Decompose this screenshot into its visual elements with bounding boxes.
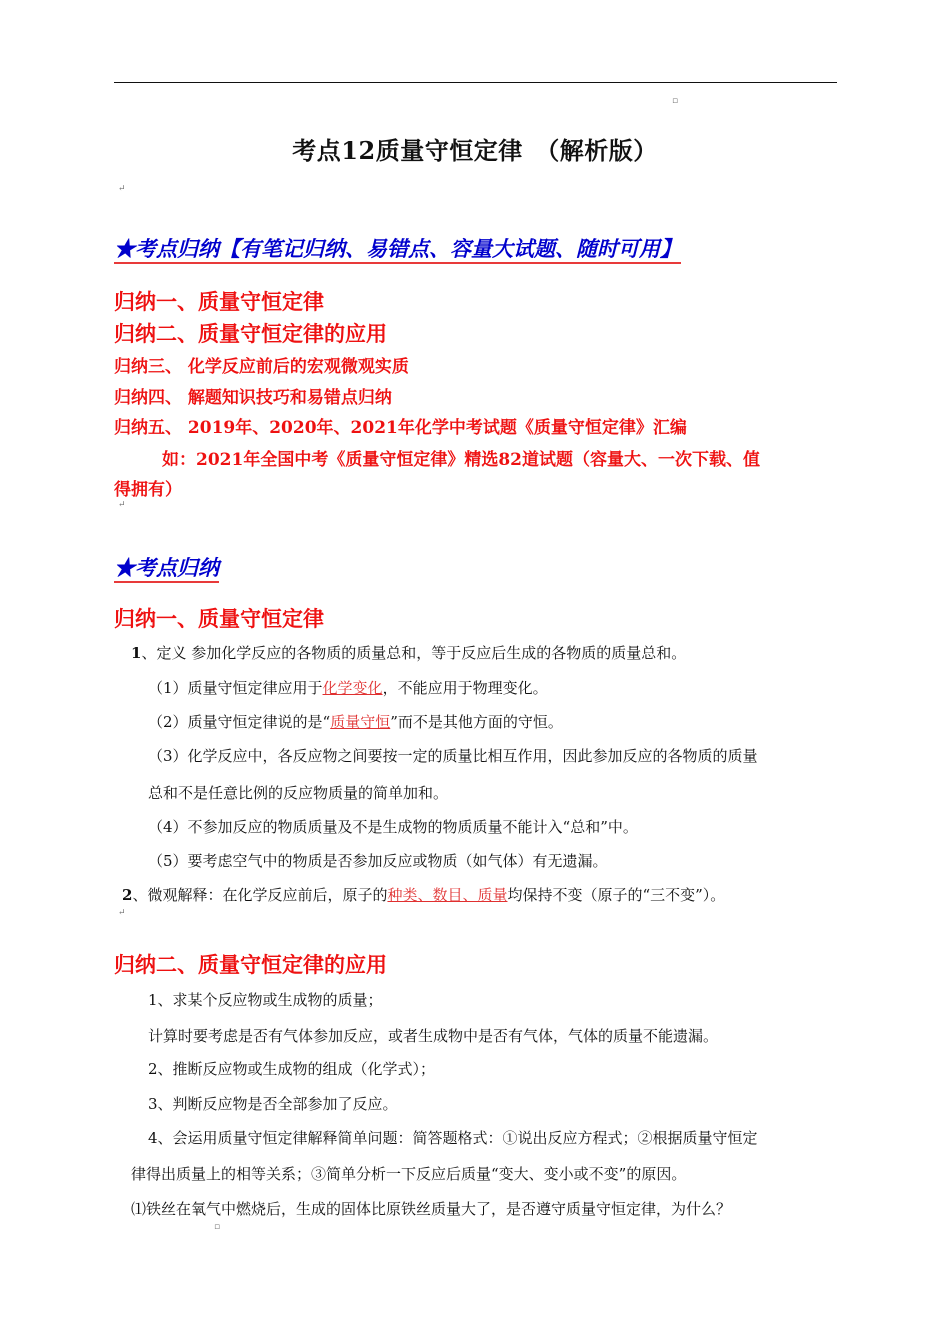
application-4-line-2: 律得出质量上的相等关系；③简单分析一下反应后质量“变大、变小或不变”的原因。 [131,1165,687,1183]
item-2-text-end: ”而不是其他方面的守恒。 [390,713,563,731]
definition-number: 1 [131,644,142,662]
item-1-text: （1）质量守恒定律应用于 [148,679,323,697]
micro-text-end: 均保持不变（原子的“三不变”）。 [507,886,726,904]
application-1: 1、求某个反应物或生成物的质量； [148,991,383,1009]
definition-line [131,642,686,663]
paragraph-mark: ▫ [214,1222,221,1232]
toc-item-1: 归纳一、质量守恒定律 [114,289,324,314]
item-5: （5）要考虑空气中的物质是否参加反应或物质（如气体）有无遗漏。 [148,852,608,870]
micro-number: 2 [122,886,133,904]
section1-heading: 归纳一、质量守恒定律 [114,606,324,631]
paragraph-mark: ↵ [118,908,126,918]
item-2 [148,711,563,732]
toc-item-5: 归纳五、 2019年、2020年、2021年化学中考试题《质量守恒定律》汇编 [114,418,687,438]
item-3-line-2: 总和不是任意比例的反应物质量的简单加和。 [148,784,449,802]
micro-text: 、微观解释：在化学反应前后，原子的 [132,886,388,904]
toc-item-2: 归纳二、质量守恒定律的应用 [114,321,387,346]
item-1-keyword: 化学变化 [322,679,383,697]
page-title: 考点12质量守恒定律 （解析版） [292,136,658,165]
item-2-text: （2）质量守恒定律说的是“ [148,713,331,731]
paragraph-mark: ▫ [672,96,679,106]
toc-item-3: 归纳三、 化学反应前后的宏观微观实质 [114,357,409,377]
item-3-line-1: （3）化学反应中，各反应物之间要按一定的质量比相互作用，因此参加反应的各物质的质量 [148,747,758,765]
paragraph-mark: ↵ [118,184,126,194]
micro-keyword: 种类、数目、质量 [387,886,508,904]
section-header-text: ★考点归纳 [114,555,219,583]
summary-header [114,233,681,263]
application-2: 2、推断反应物或生成物的组成（化学式）； [148,1060,436,1078]
summary-header-text: ★考点归纳【有笔记归纳、易错点、容量大试题、随时可用】 [114,236,681,264]
toc-item-4: 归纳四、 解题知识技巧和易错点归纳 [114,388,392,408]
application-1-note: 计算时要考虑是否有气体参加反应，或者生成物中是否有气体，气体的质量不能遗漏。 [148,1027,719,1045]
promo-line-2: 得拥有） [114,480,182,500]
item-1 [148,677,548,698]
header-rule [114,82,837,83]
application-4-line-1: 4、会运用质量守恒定律解释简单问题：简答题格式：①说出反应方程式；②根据质量守恒定 [148,1129,758,1147]
item-1-text-end: ，不能应用于物理变化。 [382,679,548,697]
promo-line-1: 如：2021年全国中考《质量守恒定律》精选82道试题（容量大、一次下载、值 [162,450,760,470]
application-3: 3、判断反应物是否全部参加了反应。 [148,1095,398,1113]
section-header [114,552,219,582]
micro-explanation [122,884,725,905]
question-1: ⑴铁丝在氧气中燃烧后，生成的固体比原铁丝质量大了，是否遵守质量守恒定律，为什么？ [131,1200,732,1218]
item-4: （4）不参加反应的物质质量及不是生成物的物质质量不能计入“总和”中。 [148,818,638,836]
definition-text: 、定义 参加化学反应的各物质的质量总和，等于反应后生成的各物质的质量总和。 [141,644,687,662]
section2-heading: 归纳二、质量守恒定律的应用 [114,952,387,977]
paragraph-mark: ↵ [118,500,126,510]
item-2-keyword: 质量守恒 [330,713,391,731]
